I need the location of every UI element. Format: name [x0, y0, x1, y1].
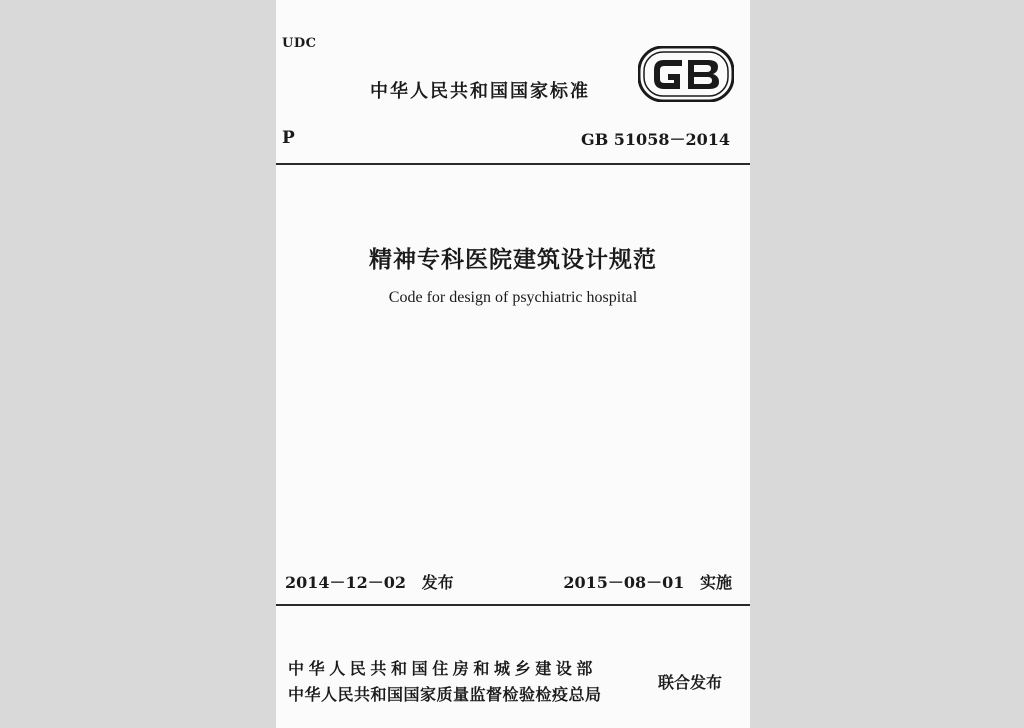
standard-code: GB 51058－2014 [581, 130, 730, 149]
issue-date-row [285, 570, 454, 593]
implement-label: 实施 [699, 573, 732, 592]
document-title-en: Code for design of psychiatric hospital [388, 289, 638, 306]
publishers [288, 656, 602, 708]
joint-release-label: 联合发布 [658, 673, 723, 692]
document-cover [276, 0, 750, 728]
bottom-divider [276, 604, 750, 606]
classification-letter: P [282, 128, 295, 148]
standard-category: 中华人民共和国国家标准 [370, 81, 590, 102]
top-divider [276, 163, 750, 165]
implement-date: 2015－08－01 [563, 573, 685, 592]
issue-date: 2014－12－02 [285, 573, 407, 592]
implement-date-row [563, 570, 732, 593]
publisher-2: 中华人民共和国国家质量监督检验检疫总局 [288, 685, 602, 704]
gb-logo [638, 46, 734, 102]
issue-label: 发布 [421, 573, 454, 592]
document-title-cn: 精神专科医院建筑设计规范 [369, 247, 657, 273]
publisher-1: 中华人民共和国住房和城乡建设部 [288, 659, 598, 678]
udc-label: UDC [282, 36, 317, 51]
